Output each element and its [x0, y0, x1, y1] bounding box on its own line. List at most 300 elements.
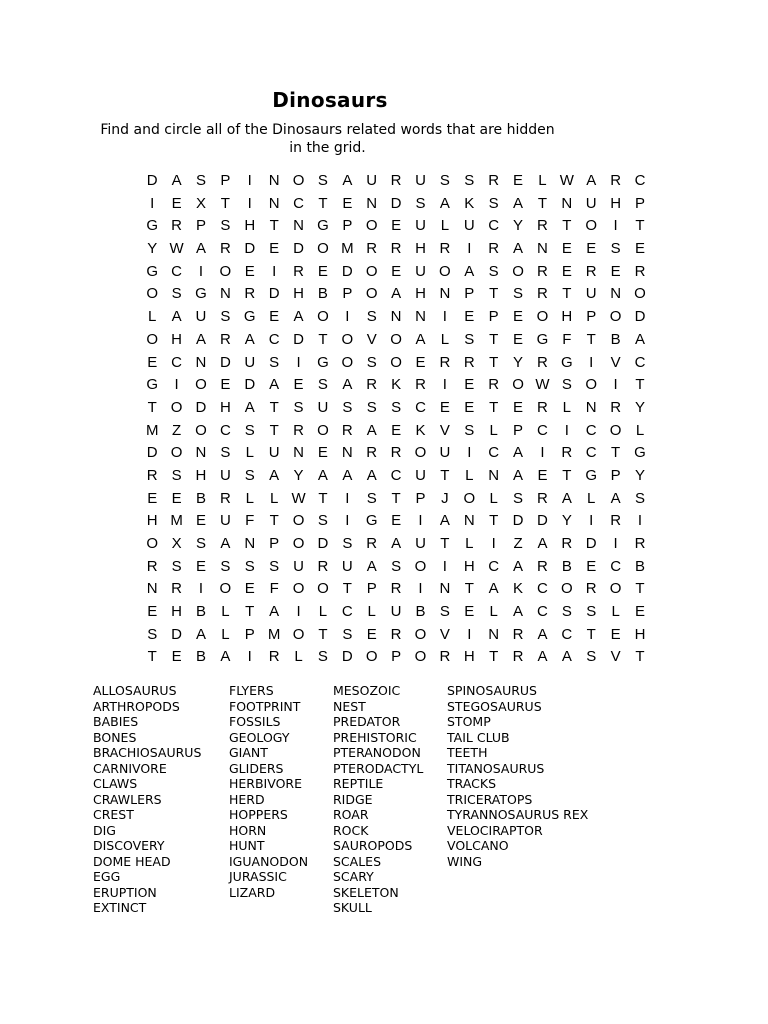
word-item: GEOLOGY — [229, 729, 290, 745]
grid-letter: D — [390, 194, 402, 212]
grid-letter: T — [318, 625, 328, 643]
grid-letter: I — [442, 557, 447, 575]
grid-letter: E — [610, 262, 621, 280]
grid-letter: I — [247, 648, 252, 666]
grid-letter: O — [609, 308, 622, 326]
grid-letter: D — [171, 625, 182, 643]
grid-letter: G — [243, 308, 256, 326]
grid-letter: S — [220, 444, 231, 462]
grid-letter: C — [537, 580, 548, 598]
grid-letter: H — [293, 285, 304, 303]
word-item: HERD — [229, 791, 265, 807]
grid-letter: A — [195, 625, 206, 643]
word-column — [229, 683, 333, 916]
grid-letter: L — [611, 603, 620, 621]
grid-letter: R — [537, 262, 548, 280]
grid-letter: L — [221, 603, 230, 621]
grid-letter: A — [610, 489, 621, 507]
grid-letter: D — [244, 376, 256, 394]
grid-letter: R — [585, 580, 597, 598]
grid-letter: O — [292, 512, 305, 530]
grid-letter: E — [342, 194, 353, 212]
grid-letter: E — [561, 262, 572, 280]
grid-letter: S — [439, 603, 450, 621]
grid-letter: I — [637, 512, 643, 530]
grid-letter: S — [513, 489, 524, 507]
grid-letter: S — [293, 398, 304, 416]
grid-letter: I — [613, 217, 618, 235]
grid-letter: I — [442, 308, 447, 326]
grid-letter: L — [440, 330, 450, 348]
word-item: TRICERATOPS — [447, 791, 533, 807]
grid-letter: L — [318, 603, 328, 621]
grid-letter: T — [269, 421, 279, 439]
grid-letter: E — [415, 353, 426, 371]
grid-letter: B — [610, 330, 621, 348]
grid-letter: I — [345, 512, 350, 530]
grid-letter: R — [488, 376, 500, 394]
grid-letter: R — [366, 376, 378, 394]
word-item: TYRANNOSAURUS REX — [447, 807, 589, 822]
grid-letter: S — [561, 376, 572, 394]
grid-letter: C — [390, 466, 402, 484]
grid-letter: D — [634, 308, 646, 326]
grid-letter: N — [463, 512, 475, 530]
grid-letter: I — [491, 535, 496, 552]
grid-letter: T — [489, 512, 499, 530]
grid-letter: E — [269, 240, 280, 258]
grid-letter: M — [145, 421, 159, 439]
grid-letter: E — [635, 240, 646, 258]
grid-letter: S — [342, 398, 353, 416]
grid-letter: T — [489, 398, 499, 416]
grid-letter: E — [464, 308, 475, 326]
word-item: FLYERS — [229, 683, 274, 698]
grid-letter: T — [586, 330, 596, 348]
grid-letter: C — [634, 172, 646, 189]
grid-letter: R — [317, 557, 329, 575]
grid-letter: U — [293, 557, 304, 575]
grid-letter: A — [269, 603, 280, 621]
grid-letter: A — [415, 330, 426, 348]
word-item: WING — [447, 853, 483, 869]
grid-letter: A — [293, 308, 304, 326]
word-item: PTERODACTYL — [333, 760, 424, 776]
grid-letter: E — [269, 308, 280, 326]
grid-letter: H — [561, 308, 573, 326]
grid-letter: I — [467, 625, 472, 643]
grid-letter: N — [390, 308, 402, 326]
grid-letter: P — [195, 217, 206, 235]
grid-letter: O — [414, 444, 427, 462]
grid-letter: O — [292, 535, 305, 552]
grid-letter: X — [171, 535, 182, 552]
grid-letter: R — [537, 217, 548, 235]
grid-letter: I — [467, 444, 472, 462]
grid-letter: I — [247, 194, 252, 212]
grid-letter: Y — [147, 240, 158, 258]
grid-letter: R — [415, 376, 426, 394]
word-item: CARNIVORE — [93, 760, 167, 776]
grid-letter: R — [390, 625, 402, 643]
grid-letter: G — [146, 217, 159, 235]
grid-letter: S — [195, 172, 206, 189]
grid-letter: P — [220, 172, 231, 189]
word-item: CLAWS — [93, 776, 138, 791]
word-item: CRAWLERS — [93, 791, 162, 807]
grid-letter: G — [317, 353, 329, 371]
grid-letter: Z — [513, 535, 523, 552]
grid-letter: T — [537, 194, 548, 212]
word-item: ROCK — [333, 822, 369, 838]
grid-letter: E — [635, 603, 646, 621]
grid-letter: P — [244, 625, 255, 643]
grid-letter: R — [293, 262, 304, 280]
grid-letter: O — [365, 285, 378, 303]
grid-letter: S — [635, 489, 646, 507]
grid-letter: O — [292, 580, 305, 598]
grid-letter: H — [195, 466, 207, 484]
grid-letter: A — [342, 376, 353, 394]
word-item: TAIL CLUB — [447, 729, 510, 745]
grid-letter: E — [147, 353, 158, 371]
grid-letter: S — [269, 353, 280, 371]
grid-letter: S — [244, 557, 255, 575]
grid-letter: N — [439, 580, 451, 598]
grid-letter: U — [219, 466, 231, 484]
grid-letter: N — [366, 194, 378, 212]
grid-letter: N — [293, 217, 304, 235]
grid-letter: A — [561, 648, 572, 666]
grid-letter: B — [195, 603, 206, 621]
grid-letter: A — [195, 330, 206, 348]
grid-letter: A — [171, 172, 182, 189]
grid-letter: L — [245, 489, 254, 507]
grid-letter: L — [294, 648, 303, 666]
grid-letter: U — [439, 444, 451, 462]
grid-letter: E — [513, 172, 524, 189]
grid-letter: A — [220, 535, 231, 552]
grid-letter: T — [147, 398, 157, 416]
grid-letter: O — [170, 444, 183, 462]
grid-letter: F — [269, 580, 279, 598]
grid-letter: U — [268, 444, 280, 462]
grid-letter: D — [219, 353, 231, 371]
grid-letter: G — [146, 262, 159, 280]
grid-letter: L — [245, 444, 254, 462]
grid-letter: R — [146, 466, 158, 484]
grid-letter: O — [365, 217, 378, 235]
grid-letter: K — [464, 194, 475, 212]
grid-letter: S — [220, 217, 231, 235]
grid-letter: R — [537, 353, 548, 371]
grid-letter: R — [537, 398, 548, 416]
grid-letter: S — [342, 625, 353, 643]
grid-letter: I — [345, 308, 350, 326]
grid-letter: T — [586, 625, 596, 643]
grid-letter: L — [489, 421, 498, 439]
grid-letter: E — [464, 376, 475, 394]
grid-letter: E — [244, 262, 255, 280]
grid-letter: S — [586, 603, 597, 621]
grid-letter: O — [195, 421, 207, 439]
grid-letter: E — [391, 217, 402, 235]
grid-letter: P — [342, 285, 353, 303]
grid-letter: I — [296, 353, 301, 371]
word-item: REPTILE — [333, 776, 384, 791]
grid-letter: G — [146, 376, 159, 394]
grid-letter: O — [609, 580, 622, 598]
grid-letter: I — [540, 444, 545, 462]
grid-letter: O — [219, 580, 232, 598]
grid-letter: U — [585, 194, 597, 212]
grid-letter: Y — [293, 466, 304, 484]
grid-letter: N — [415, 308, 426, 326]
grid-letter: N — [268, 194, 280, 212]
grid-letter: S — [366, 398, 377, 416]
word-item: ARTHROPODS — [93, 698, 180, 714]
letter-grid — [140, 170, 660, 669]
grid-letter: P — [342, 217, 353, 235]
grid-letter: S — [195, 535, 206, 552]
grid-letter: R — [390, 172, 402, 189]
word-item: VELOCIRAPTOR — [447, 822, 543, 838]
grid-letter: I — [272, 262, 277, 280]
grid-letter: F — [562, 330, 572, 348]
grid-letter: T — [269, 217, 279, 235]
grid-letter: G — [365, 512, 378, 530]
word-item: STEGOSAURUS — [447, 698, 542, 714]
grid-letter: S — [317, 648, 328, 666]
word-column — [447, 683, 617, 916]
grid-letter: I — [150, 194, 155, 212]
word-item: PREHISTORIC — [333, 729, 417, 745]
grid-letter: S — [513, 285, 524, 303]
grid-letter: R — [634, 262, 646, 280]
grid-letter: Y — [513, 217, 524, 235]
grid-letter: A — [513, 557, 524, 575]
grid-letter: A — [269, 466, 280, 484]
grid-letter: D — [146, 172, 158, 189]
grid-letter: R — [585, 262, 597, 280]
grid-letter: E — [391, 421, 402, 439]
grid-letter: E — [464, 398, 475, 416]
grid-letter: A — [439, 512, 450, 530]
grid-letter: A — [439, 194, 450, 212]
grid-letter: I — [345, 489, 350, 507]
grid-letter: D — [341, 262, 353, 280]
grid-letter: I — [418, 512, 423, 530]
grid-letter: U — [585, 285, 597, 303]
page-title: Dinosaurs — [272, 88, 388, 112]
grid-letter: H — [634, 625, 646, 643]
grid-letter: H — [463, 648, 475, 666]
grid-letter: T — [464, 580, 474, 598]
grid-letter: N — [341, 444, 353, 462]
grid-letter: O — [585, 376, 598, 394]
grid-letter: S — [171, 285, 182, 303]
grid-letter: Z — [172, 421, 182, 439]
grid-letter: E — [147, 603, 158, 621]
grid-letter: O — [512, 262, 524, 280]
grid-letter: C — [171, 353, 182, 371]
word-column — [333, 683, 447, 916]
grid-letter: R — [537, 489, 548, 507]
grid-letter: U — [219, 512, 231, 530]
grid-letter: T — [489, 330, 499, 348]
grid-letter: R — [390, 444, 402, 462]
grid-letter: B — [317, 285, 328, 303]
grid-letter: R — [293, 421, 304, 439]
grid-letter: G — [536, 330, 549, 348]
grid-letter: P — [464, 285, 475, 303]
word-item: JURASSIC — [229, 869, 287, 884]
grid-letter: T — [489, 285, 499, 303]
grid-letter: I — [174, 376, 179, 394]
grid-letter: O — [146, 285, 159, 303]
grid-letter: P — [415, 489, 426, 507]
grid-letter: U — [463, 217, 475, 235]
grid-letter: E — [366, 625, 377, 643]
grid-letter: A — [391, 285, 402, 303]
grid-letter: C — [488, 444, 500, 462]
grid-letter: Y — [635, 466, 646, 484]
grid-letter: T — [245, 603, 255, 621]
grid-letter: R — [537, 285, 548, 303]
grid-letter: C — [634, 353, 646, 371]
grid-letter: P — [610, 466, 621, 484]
grid-letter: P — [391, 648, 402, 666]
grid-letter: U — [366, 172, 378, 189]
grid-letter: O — [390, 330, 402, 348]
grid-letter: S — [366, 353, 377, 371]
grid-letter: U — [341, 557, 353, 575]
grid-letter: S — [464, 421, 475, 439]
grid-letter: E — [220, 376, 231, 394]
grid-letter: T — [391, 489, 401, 507]
grid-letter: D — [244, 240, 256, 258]
grid-letter: S — [317, 376, 328, 394]
grid-letter: N — [488, 625, 500, 643]
grid-letter: R — [219, 330, 231, 348]
grid-letter: V — [610, 648, 621, 666]
grid-letter: U — [317, 398, 329, 416]
grid-letter: O — [317, 308, 329, 326]
word-item: TITANOSAURUS — [447, 760, 545, 776]
word-item: FOSSILS — [229, 714, 281, 729]
grid-letter: C — [341, 603, 353, 621]
grid-letter: A — [513, 444, 524, 462]
word-item: LIZARD — [229, 884, 276, 900]
grid-letter: H — [171, 603, 182, 621]
grid-letter: A — [513, 603, 524, 621]
grid-letter: T — [611, 444, 621, 462]
grid-letter: K — [391, 376, 402, 394]
grid-letter: H — [219, 398, 231, 416]
grid-letter: B — [561, 557, 572, 575]
grid-letter: A — [244, 330, 255, 348]
grid-letter: S — [488, 194, 499, 212]
grid-letter: A — [537, 625, 548, 643]
word-item: ROAR — [333, 807, 369, 822]
grid-letter: U — [415, 262, 426, 280]
grid-letter: T — [220, 194, 230, 212]
grid-letter: E — [293, 376, 304, 394]
grid-letter: S — [561, 603, 572, 621]
grid-letter: H — [244, 217, 256, 235]
grid-letter: E — [171, 489, 182, 507]
grid-letter: N — [219, 285, 231, 303]
grid-letter: L — [465, 535, 474, 552]
grid-letter: A — [342, 466, 353, 484]
grid-letter: A — [366, 421, 377, 439]
grid-letter: E — [513, 330, 524, 348]
grid-letter: O — [365, 262, 378, 280]
grid-letter: T — [489, 353, 499, 371]
grid-letter: Y — [635, 398, 646, 416]
grid-letter: C — [415, 398, 426, 416]
grid-letter: S — [147, 625, 158, 643]
grid-letter: C — [488, 217, 500, 235]
grid-letter: G — [561, 353, 573, 371]
grid-letter: O — [317, 421, 329, 439]
grid-letter: E — [391, 262, 402, 280]
grid-letter: S — [488, 262, 499, 280]
grid-letter: O — [609, 421, 622, 439]
grid-letter: T — [440, 535, 450, 552]
grid-letter: E — [195, 512, 206, 530]
grid-letter: D — [268, 285, 280, 303]
grid-letter: K — [415, 421, 426, 439]
grid-letter: D — [537, 512, 548, 530]
grid-letter: O — [146, 535, 159, 552]
grid-letter: R — [463, 353, 475, 371]
grid-letter: R — [219, 240, 231, 258]
grid-letter: C — [537, 603, 548, 621]
word-item: SAUROPODS — [333, 838, 413, 853]
grid-letter: G — [585, 466, 598, 484]
grid-letter: Y — [561, 512, 572, 530]
grid-letter: R — [146, 557, 158, 575]
grid-letter: P — [269, 535, 280, 552]
grid-letter: N — [293, 444, 304, 462]
grid-letter: S — [244, 466, 255, 484]
word-item: SKELETON — [333, 884, 399, 900]
grid-letter: A — [488, 580, 499, 598]
grid-letter: S — [317, 172, 328, 189]
grid-letter: E — [513, 308, 524, 326]
word-item: PTERANODON — [333, 745, 421, 760]
grid-letter: O — [561, 580, 573, 598]
grid-letter: E — [586, 557, 597, 575]
grid-letter: L — [489, 603, 498, 621]
grid-letter: N — [268, 172, 280, 189]
grid-letter: A — [269, 376, 280, 394]
grid-letter: A — [561, 489, 572, 507]
word-item: SCARY — [333, 869, 374, 884]
grid-letter: L — [148, 308, 157, 326]
grid-letter: R — [268, 648, 280, 666]
grid-letter: S — [464, 330, 475, 348]
word-item: HERBIVORE — [229, 776, 302, 791]
grid-letter: T — [318, 330, 328, 348]
grid-letter: R — [341, 421, 353, 439]
grid-letter: V — [366, 330, 377, 348]
grid-letter: T — [318, 489, 328, 507]
grid-letter: R — [171, 580, 182, 598]
grid-letter: L — [221, 625, 230, 643]
grid-letter: N — [585, 398, 597, 416]
